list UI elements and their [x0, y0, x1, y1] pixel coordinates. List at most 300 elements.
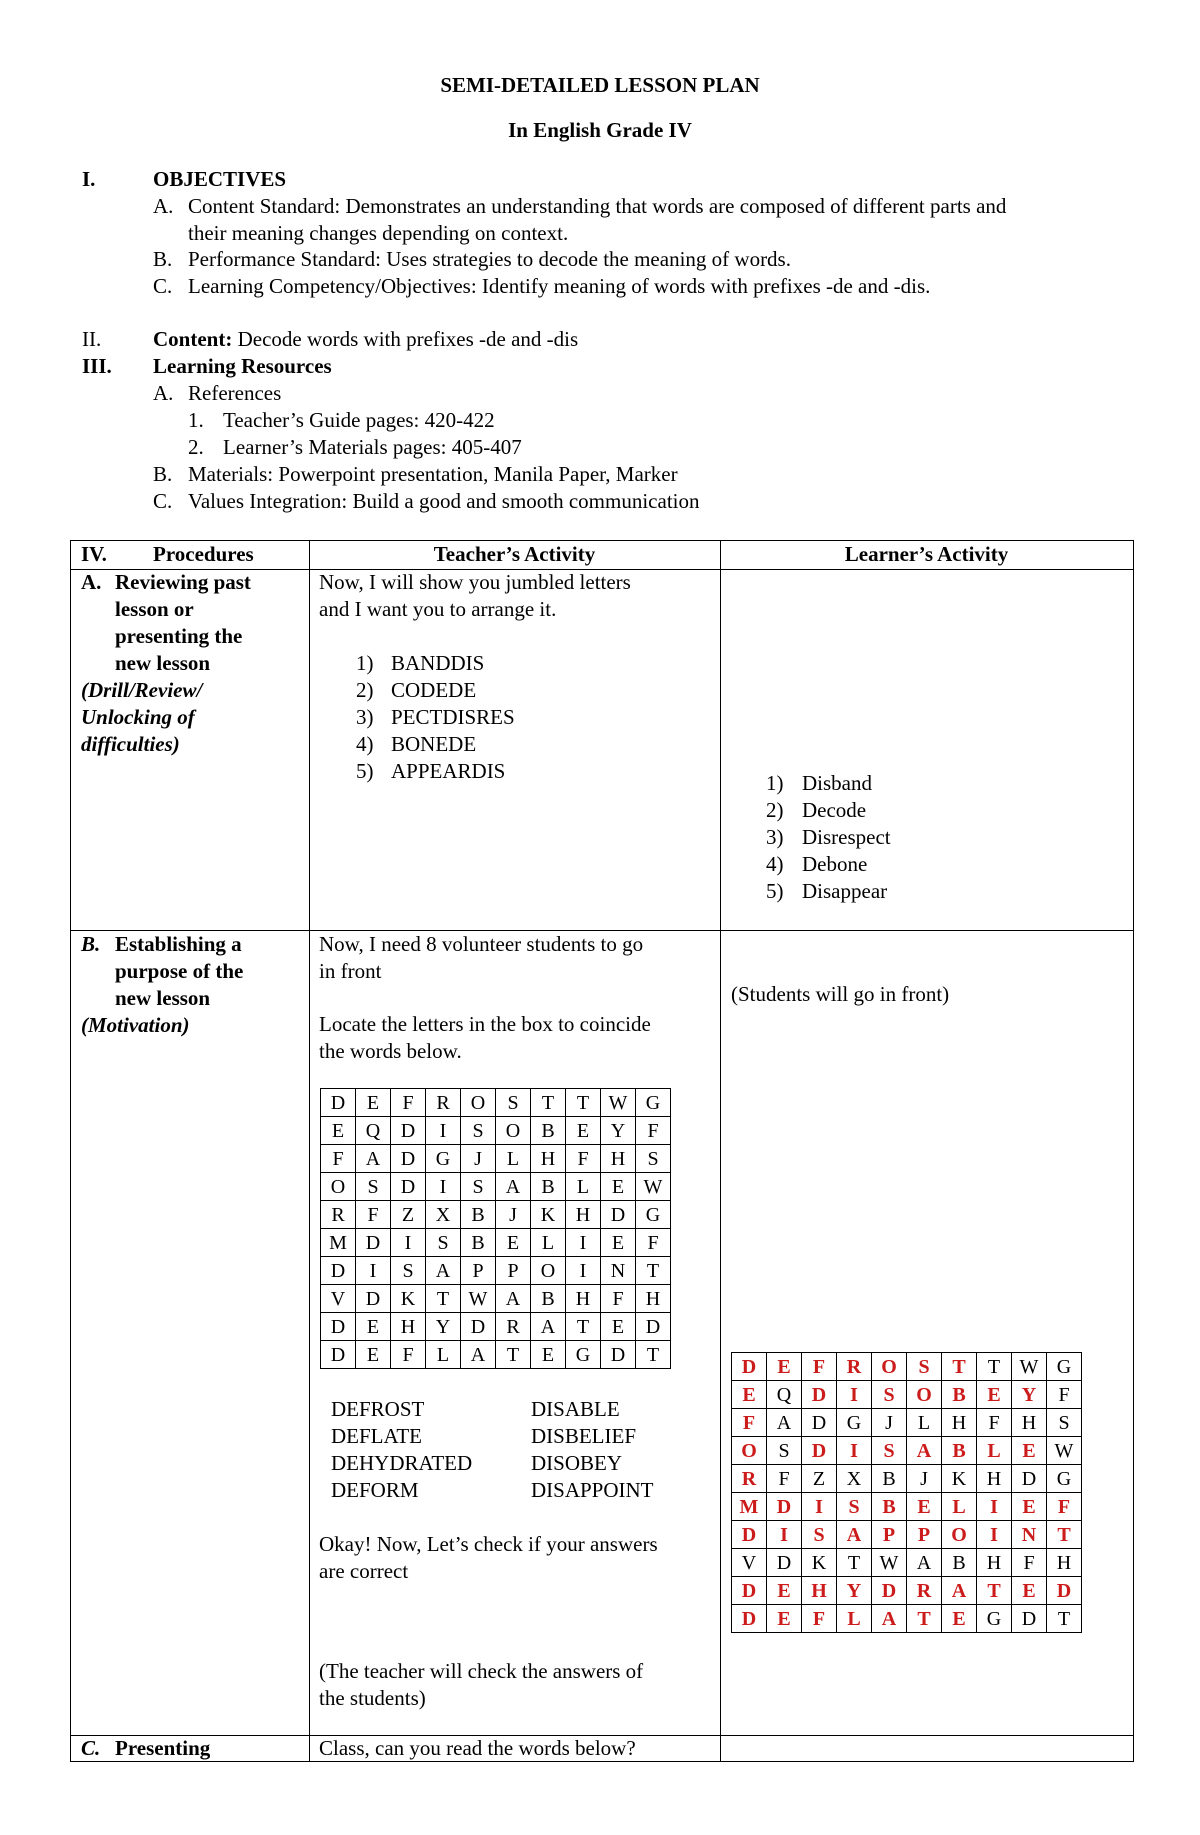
grid-cell: Y	[1012, 1381, 1047, 1409]
grid-cell: Q	[356, 1117, 391, 1145]
header-learner-activity: Learner’s Activity	[844, 542, 1009, 566]
grid-row	[321, 1089, 671, 1117]
grid-cell: K	[942, 1465, 977, 1493]
grid-cell: O	[321, 1173, 356, 1201]
grid-cell: A	[907, 1549, 942, 1577]
grid-cell: I	[391, 1229, 426, 1257]
grid-cell: D	[391, 1117, 426, 1145]
jumbled-word: BANDDIS	[391, 651, 485, 675]
grid-cell: T	[531, 1089, 566, 1117]
grid-cell: F	[356, 1201, 391, 1229]
grid-cell: T	[636, 1257, 671, 1285]
grid-cell: M	[321, 1229, 356, 1257]
grid-cell: D	[601, 1201, 636, 1229]
grid-cell: H	[391, 1313, 426, 1341]
objective-a-letter: A.	[153, 194, 174, 218]
grid-cell: P	[872, 1521, 907, 1549]
grid-cell: L	[977, 1437, 1012, 1465]
values-text: Values Integration: Build a good and smooth communication	[188, 489, 700, 513]
grid-cell: I	[356, 1257, 391, 1285]
grid-cell: D	[802, 1437, 837, 1465]
grid-cell: T	[496, 1341, 531, 1369]
answer-word: Disappear	[802, 879, 888, 903]
grid-cell: L	[907, 1409, 942, 1437]
grid-cell: E	[356, 1089, 391, 1117]
grid-cell: A	[531, 1313, 566, 1341]
row-b-teacher-intro-2: in front	[319, 959, 382, 983]
grid-cell: F	[1047, 1493, 1082, 1521]
grid-cell: T	[636, 1341, 671, 1369]
grid-cell: I	[977, 1493, 1012, 1521]
row-b-teacher-check-1: (The teacher will check the answers of	[319, 1659, 644, 1683]
grid-cell: W	[872, 1549, 907, 1577]
row-b-title-3: new lesson	[115, 986, 211, 1010]
references-letter: A.	[153, 381, 174, 405]
grid-cell: D	[321, 1341, 356, 1369]
grid-cell: L	[566, 1173, 601, 1201]
grid-cell: E	[496, 1229, 531, 1257]
grid-cell: Q	[767, 1381, 802, 1409]
jumbled-number: 2)	[356, 678, 374, 702]
values-letter: C.	[153, 489, 173, 513]
grid-cell: F	[1012, 1549, 1047, 1577]
row-b-letter: B.	[81, 932, 101, 956]
word-left: DEFLATE	[331, 1424, 422, 1448]
grid-cell: P	[496, 1257, 531, 1285]
grid-cell: D	[321, 1313, 356, 1341]
reference-2-text: Learner’s Materials pages: 405-407	[223, 435, 522, 459]
grid-cell: O	[531, 1257, 566, 1285]
jumbled-word: BONEDE	[391, 732, 477, 756]
grid-cell: G	[1047, 1353, 1082, 1381]
grid-cell: N	[1012, 1521, 1047, 1549]
grid-cell: S	[461, 1173, 496, 1201]
row-a-sub-1: (Drill/Review/	[81, 678, 203, 702]
objective-a-line2: their meaning changes depending on context.	[188, 221, 569, 245]
grid-cell: A	[837, 1521, 872, 1549]
grid-cell: R	[907, 1577, 942, 1605]
grid-cell: D	[767, 1549, 802, 1577]
resources-heading: Learning Resources	[153, 354, 332, 378]
answer-number: 4)	[766, 852, 784, 876]
grid-row	[732, 1437, 1082, 1465]
jumbled-word: PECTDISRES	[391, 705, 515, 729]
word-left: DEFORM	[331, 1478, 419, 1502]
grid-cell: E	[1012, 1493, 1047, 1521]
grid-cell: E	[767, 1605, 802, 1633]
grid-cell: T	[426, 1285, 461, 1313]
grid-cell: V	[321, 1285, 356, 1313]
grid-cell: E	[1012, 1437, 1047, 1465]
row-b-locate-1: Locate the letters in the box to coincide	[319, 1012, 651, 1036]
grid-cell: O	[907, 1381, 942, 1409]
grid-cell: G	[837, 1409, 872, 1437]
row-c-teacher-text: Class, can you read the words below?	[319, 1736, 636, 1760]
grid-cell: S	[872, 1381, 907, 1409]
document-title: SEMI-DETAILED LESSON PLAN	[440, 73, 760, 97]
grid-cell: A	[907, 1437, 942, 1465]
content-line	[153, 326, 578, 353]
grid-row	[321, 1341, 671, 1369]
grid-cell: S	[837, 1493, 872, 1521]
grid-cell: D	[1047, 1577, 1082, 1605]
objective-b-letter: B.	[153, 247, 173, 271]
grid-cell: K	[391, 1285, 426, 1313]
grid-row	[732, 1521, 1082, 1549]
grid-cell: D	[732, 1353, 767, 1381]
grid-cell: A	[767, 1409, 802, 1437]
grid-row	[732, 1605, 1082, 1633]
grid-cell: X	[426, 1201, 461, 1229]
grid-cell: F	[636, 1117, 671, 1145]
grid-cell: D	[356, 1285, 391, 1313]
grid-cell: G	[1047, 1465, 1082, 1493]
grid-cell: Y	[601, 1117, 636, 1145]
header-procedures: Procedures	[153, 542, 254, 566]
grid-cell: E	[321, 1117, 356, 1145]
grid-cell: D	[356, 1229, 391, 1257]
grid-cell: H	[601, 1145, 636, 1173]
grid-cell: T	[566, 1313, 601, 1341]
grid-cell: J	[907, 1465, 942, 1493]
grid-cell: S	[496, 1089, 531, 1117]
grid-cell: X	[837, 1465, 872, 1493]
answer-word: Decode	[802, 798, 867, 822]
answer-word: Debone	[802, 852, 868, 876]
grid-cell: H	[1012, 1409, 1047, 1437]
grid-cell: T	[977, 1577, 1012, 1605]
answer-number: 5)	[766, 879, 784, 903]
row-a-title-3: presenting the	[115, 624, 243, 648]
answer-word: Disrespect	[802, 825, 891, 849]
grid-cell: L	[837, 1605, 872, 1633]
grid-cell: D	[802, 1409, 837, 1437]
grid-cell: G	[636, 1089, 671, 1117]
grid-cell: D	[872, 1577, 907, 1605]
grid-cell: G	[977, 1605, 1012, 1633]
jumbled-number: 3)	[356, 705, 374, 729]
grid-cell: F	[601, 1285, 636, 1313]
grid-cell: R	[426, 1089, 461, 1117]
grid-row	[732, 1493, 1082, 1521]
grid-cell: J	[461, 1145, 496, 1173]
grid-cell: F	[977, 1409, 1012, 1437]
grid-cell: T	[566, 1089, 601, 1117]
grid-cell: S	[391, 1257, 426, 1285]
grid-cell: D	[636, 1313, 671, 1341]
grid-cell: F	[802, 1353, 837, 1381]
grid-cell: S	[636, 1145, 671, 1173]
grid-cell: A	[496, 1173, 531, 1201]
jumbled-number: 4)	[356, 732, 374, 756]
grid-cell: E	[566, 1117, 601, 1145]
grid-cell: T	[1047, 1605, 1082, 1633]
grid-cell: T	[977, 1353, 1012, 1381]
row-b-check-2: are correct	[319, 1559, 409, 1583]
answer-word: Disband	[802, 771, 872, 795]
resources-number: III.	[82, 354, 112, 378]
grid-row	[321, 1313, 671, 1341]
row-a-title-4: new lesson	[115, 651, 211, 675]
grid-row	[732, 1353, 1082, 1381]
grid-row	[732, 1465, 1082, 1493]
row-a-title-2: lesson or	[115, 597, 194, 621]
objectives-number: I.	[82, 167, 96, 191]
grid-cell: D	[391, 1145, 426, 1173]
grid-cell: B	[531, 1117, 566, 1145]
grid-cell: E	[601, 1313, 636, 1341]
word-search-answer-grid	[731, 1352, 1082, 1633]
document-subtitle: In English Grade IV	[508, 118, 692, 142]
objective-c-text: Learning Competency/Objectives: Identify meaning of words with prefixes -de and -dis.	[188, 274, 931, 298]
grid-cell: K	[802, 1549, 837, 1577]
row-a-letter: A.	[81, 570, 102, 594]
grid-cell: D	[461, 1313, 496, 1341]
grid-cell: D	[732, 1605, 767, 1633]
grid-cell: B	[872, 1493, 907, 1521]
grid-cell: L	[942, 1493, 977, 1521]
grid-cell: E	[601, 1229, 636, 1257]
row-a-sub-2: Unlocking of	[81, 705, 195, 729]
answer-number: 1)	[766, 771, 784, 795]
grid-row	[321, 1173, 671, 1201]
row-b-sub: (Motivation)	[81, 1013, 190, 1037]
grid-cell: E	[942, 1605, 977, 1633]
grid-cell: H	[566, 1201, 601, 1229]
grid-cell: E	[767, 1353, 802, 1381]
grid-cell: H	[636, 1285, 671, 1313]
column-divider	[720, 541, 721, 1761]
grid-cell: G	[636, 1201, 671, 1229]
grid-row	[321, 1117, 671, 1145]
row-b-title-1: Establishing a	[115, 932, 242, 956]
word-right: DISABLE	[531, 1397, 620, 1421]
grid-cell: P	[907, 1521, 942, 1549]
grid-cell: I	[802, 1493, 837, 1521]
grid-row	[321, 1257, 671, 1285]
grid-cell: D	[321, 1089, 356, 1117]
content-label: Content:	[153, 327, 233, 351]
row-b-check-1: Okay! Now, Let’s check if your answers	[319, 1532, 658, 1556]
grid-cell: D	[1012, 1605, 1047, 1633]
grid-cell: P	[461, 1257, 496, 1285]
grid-cell: B	[942, 1437, 977, 1465]
grid-cell: E	[531, 1341, 566, 1369]
grid-cell: A	[942, 1577, 977, 1605]
grid-cell: A	[872, 1605, 907, 1633]
grid-cell: J	[872, 1409, 907, 1437]
grid-cell: O	[942, 1521, 977, 1549]
grid-cell: W	[636, 1173, 671, 1201]
grid-cell: S	[907, 1353, 942, 1381]
grid-cell: H	[566, 1285, 601, 1313]
reference-1-number: 1.	[188, 408, 204, 432]
content-number: II.	[82, 327, 102, 351]
grid-cell: Z	[802, 1465, 837, 1493]
grid-cell: S	[767, 1437, 802, 1465]
word-right: DISBELIEF	[531, 1424, 636, 1448]
grid-cell: D	[767, 1493, 802, 1521]
grid-cell: F	[566, 1145, 601, 1173]
grid-cell: D	[601, 1341, 636, 1369]
grid-cell: F	[321, 1145, 356, 1173]
grid-cell: O	[461, 1089, 496, 1117]
learner-note: (Students will go in front)	[731, 982, 950, 1006]
grid-cell: D	[1012, 1465, 1047, 1493]
grid-row	[732, 1549, 1082, 1577]
grid-cell: H	[977, 1549, 1012, 1577]
grid-cell: M	[732, 1493, 767, 1521]
word-left: DEHYDRATED	[331, 1451, 473, 1475]
row-b-title-2: purpose of the	[115, 959, 244, 983]
grid-cell: D	[391, 1173, 426, 1201]
grid-cell: D	[802, 1381, 837, 1409]
jumbled-number: 1)	[356, 651, 374, 675]
grid-cell: E	[977, 1381, 1012, 1409]
grid-cell: F	[767, 1465, 802, 1493]
grid-cell: I	[566, 1229, 601, 1257]
grid-cell: T	[907, 1605, 942, 1633]
grid-row	[321, 1201, 671, 1229]
grid-cell: T	[837, 1549, 872, 1577]
objective-a-line1: Content Standard: Demonstrates an understanding that words are composed of different parts and	[188, 194, 1007, 218]
row-a-title-1: Reviewing past	[115, 570, 251, 594]
grid-cell: L	[426, 1341, 461, 1369]
grid-cell: R	[496, 1313, 531, 1341]
grid-cell: Y	[837, 1577, 872, 1605]
grid-cell: O	[732, 1437, 767, 1465]
grid-cell: E	[356, 1341, 391, 1369]
grid-cell: D	[732, 1521, 767, 1549]
grid-cell: E	[356, 1313, 391, 1341]
word-search-grid	[320, 1088, 671, 1369]
grid-cell: R	[837, 1353, 872, 1381]
grid-cell: I	[767, 1521, 802, 1549]
grid-cell: L	[531, 1229, 566, 1257]
grid-cell: I	[426, 1173, 461, 1201]
materials-text: Materials: Powerpoint presentation, Manila Paper, Marker	[188, 462, 678, 486]
grid-cell: F	[391, 1089, 426, 1117]
grid-cell: E	[767, 1577, 802, 1605]
grid-cell: B	[942, 1381, 977, 1409]
grid-row	[321, 1229, 671, 1257]
grid-cell: B	[872, 1465, 907, 1493]
grid-cell: K	[531, 1201, 566, 1229]
reference-2-number: 2.	[188, 435, 204, 459]
grid-cell: S	[872, 1437, 907, 1465]
grid-cell: F	[1047, 1381, 1082, 1409]
grid-row	[321, 1285, 671, 1313]
reference-1-text: Teacher’s Guide pages: 420-422	[223, 408, 495, 432]
header-number: IV.	[81, 542, 107, 566]
grid-cell: F	[802, 1605, 837, 1633]
grid-cell: S	[426, 1229, 461, 1257]
materials-letter: B.	[153, 462, 173, 486]
grid-cell: A	[496, 1285, 531, 1313]
grid-cell: D	[732, 1577, 767, 1605]
grid-cell: B	[942, 1549, 977, 1577]
objective-c-letter: C.	[153, 274, 173, 298]
grid-cell: T	[942, 1353, 977, 1381]
grid-cell: F	[391, 1341, 426, 1369]
grid-cell: B	[531, 1173, 566, 1201]
grid-cell: I	[837, 1437, 872, 1465]
grid-cell: H	[977, 1465, 1012, 1493]
objective-b-text: Performance Standard: Uses strategies to decode the meaning of words.	[188, 247, 791, 271]
grid-cell: I	[977, 1521, 1012, 1549]
grid-cell: I	[837, 1381, 872, 1409]
grid-cell: H	[942, 1409, 977, 1437]
grid-cell: H	[1047, 1549, 1082, 1577]
word-right: DISOBEY	[531, 1451, 623, 1475]
grid-cell: E	[601, 1173, 636, 1201]
grid-cell: S	[461, 1117, 496, 1145]
word-left: DEFROST	[331, 1397, 425, 1421]
grid-cell: W	[1047, 1437, 1082, 1465]
grid-cell: F	[732, 1409, 767, 1437]
grid-cell: Y	[426, 1313, 461, 1341]
objectives-heading: OBJECTIVES	[153, 167, 287, 191]
grid-cell: W	[1012, 1353, 1047, 1381]
grid-cell: J	[496, 1201, 531, 1229]
grid-cell: R	[321, 1201, 356, 1229]
references-label: References	[188, 381, 282, 405]
answer-number: 3)	[766, 825, 784, 849]
row-a-teacher-intro-1: Now, I will show you jumbled letters	[319, 570, 631, 594]
grid-cell: G	[566, 1341, 601, 1369]
grid-row	[321, 1145, 671, 1173]
grid-cell: I	[566, 1257, 601, 1285]
answer-number: 2)	[766, 798, 784, 822]
jumbled-word: APPEARDIS	[391, 759, 506, 783]
grid-cell: S	[1047, 1409, 1082, 1437]
grid-cell: R	[732, 1465, 767, 1493]
grid-cell: W	[601, 1089, 636, 1117]
grid-cell: V	[732, 1549, 767, 1577]
grid-cell: S	[802, 1521, 837, 1549]
grid-cell: A	[461, 1341, 496, 1369]
grid-cell: A	[426, 1257, 461, 1285]
jumbled-word: CODEDE	[391, 678, 477, 702]
grid-cell: W	[461, 1285, 496, 1313]
grid-cell: I	[426, 1117, 461, 1145]
grid-cell: O	[496, 1117, 531, 1145]
grid-cell: N	[601, 1257, 636, 1285]
grid-cell: L	[496, 1145, 531, 1173]
row-b-teacher-check-2: the students)	[319, 1686, 426, 1710]
grid-cell: A	[356, 1145, 391, 1173]
grid-cell: H	[531, 1145, 566, 1173]
grid-cell: S	[356, 1173, 391, 1201]
jumbled-number: 5)	[356, 759, 374, 783]
row-c-title: Presenting	[115, 1736, 211, 1760]
grid-cell: E	[907, 1493, 942, 1521]
grid-row	[732, 1409, 1082, 1437]
grid-cell: B	[461, 1201, 496, 1229]
row-b-teacher-intro-1: Now, I need 8 volunteer students to go	[319, 932, 644, 956]
grid-cell: G	[426, 1145, 461, 1173]
grid-cell: O	[872, 1353, 907, 1381]
grid-cell: E	[1012, 1577, 1047, 1605]
header-teacher-activity: Teacher’s Activity	[433, 542, 596, 566]
grid-cell: H	[802, 1577, 837, 1605]
grid-row	[732, 1381, 1082, 1409]
row-c-letter: C.	[81, 1736, 101, 1760]
grid-cell: B	[461, 1229, 496, 1257]
content-text: Decode words with prefixes -de and -dis	[237, 327, 579, 351]
row-b-locate-2: the words below.	[319, 1039, 462, 1063]
grid-cell: E	[732, 1381, 767, 1409]
